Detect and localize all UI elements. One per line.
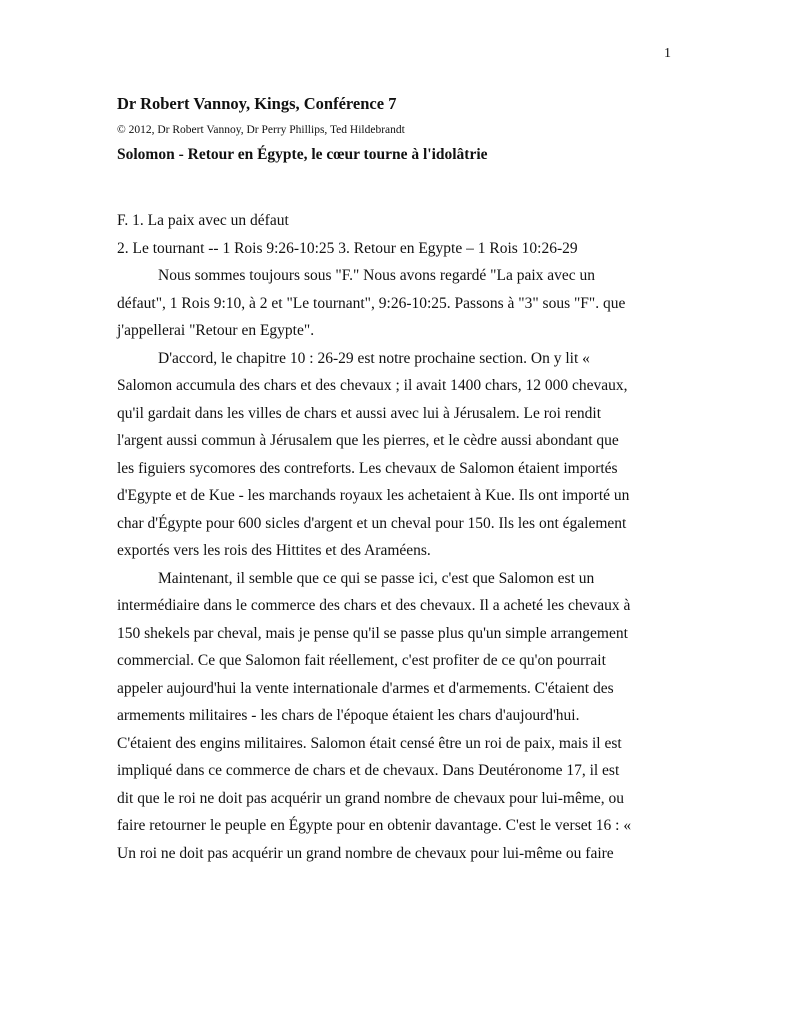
paragraph-line: impliqué dans ce commerce de chars et de chevaux. Dans Deutéronome 17, il est — [117, 762, 620, 779]
paragraph-line: Nous sommes toujours sous "F." Nous avons regardé "La paix avec un — [158, 267, 596, 284]
paragraph-line: l'argent aussi commun à Jérusalem que les pierres, et le cèdre aussi abondant que — [117, 432, 619, 449]
paragraph-line: j'appellerai "Retour en Egypte". — [117, 322, 315, 339]
paragraph-line: faire retourner le peuple en Égypte pour en obtenir davantage. C'est le verset 16 : « — [117, 817, 632, 834]
outline-line: 2. Le tournant -- 1 Rois 9:26-10:25 3. Retour en Egypte – 1 Rois 10:26-29 — [117, 239, 578, 257]
paragraph-line: D'accord, le chapitre 10 : 26-29 est notre prochaine section. On y lit « — [158, 349, 590, 367]
paragraph-line: dit que le roi ne doit pas acquérir un grand nombre de chevaux pour lui-même, ou — [117, 789, 625, 807]
body-text — [117, 207, 677, 867]
paragraph-line: 150 shekels par cheval, mais je pense qu'il se passe plus qu'un simple arrangement — [117, 624, 628, 642]
paragraph-line: défaut", 1 Rois 9:10, à 2 et "Le tournant", 9:26-10:25. Passons à "3" sous "F". que — [117, 294, 626, 312]
paragraph-line: commercial. Ce que Salomon fait réellement, c'est profiter de ce qu'on pourrait — [117, 652, 606, 669]
paragraph-line: qu'il gardait dans les villes de chars et aussi avec lui à Jérusalem. Le roi rendit — [117, 404, 601, 422]
paragraph-line: char d'Égypte pour 600 sicles d'argent et un cheval pour 150. Ils les ont également — [117, 514, 627, 532]
document-title: Dr Robert Vannoy, Kings, Conférence 7 — [117, 94, 397, 113]
paragraph-line: C'étaient des engins militaires. Salomon était censé être un roi de paix, mais il est — [117, 734, 622, 752]
paragraph-line: Salomon accumula des chars et des chevaux ; il avait 1400 chars, 12 000 chevaux, — [117, 377, 628, 394]
paragraph-line: armements militaires - les chars de l'époque étaient les chars d'aujourd'hui. — [117, 707, 580, 724]
paragraph-line: intermédiaire dans le commerce des chars et des chevaux. Il a acheté les chevaux à — [117, 597, 631, 614]
paragraph-line: d'Egypte et de Kue - les marchands royaux les achetaient à Kue. Ils ont importé un — [117, 487, 630, 504]
document-subtitle: Solomon - Retour en Égypte, le cœur tourne à l'idolâtrie — [117, 146, 488, 163]
copyright-line: © 2012, Dr Robert Vannoy, Dr Perry Phillips, Ted Hildebrandt — [117, 124, 405, 136]
paragraph-line: les figuiers sycomores des contreforts. Les chevaux de Salomon étaient importés — [117, 459, 618, 477]
outline-line: F. 1. La paix avec un défaut — [117, 212, 289, 229]
paragraph-line: Maintenant, il semble que ce qui se passe ici, c'est que Salomon est un — [158, 569, 595, 587]
paragraph-line: appeler aujourd'hui la vente internationale d'armes et d'armements. C'étaient des — [117, 679, 614, 697]
page-number: 1 — [664, 46, 671, 61]
paragraph-line: exportés vers les rois des Hittites et des Araméens. — [117, 542, 431, 559]
paragraph-line: Un roi ne doit pas acquérir un grand nombre de chevaux pour lui-même ou faire — [117, 844, 614, 862]
